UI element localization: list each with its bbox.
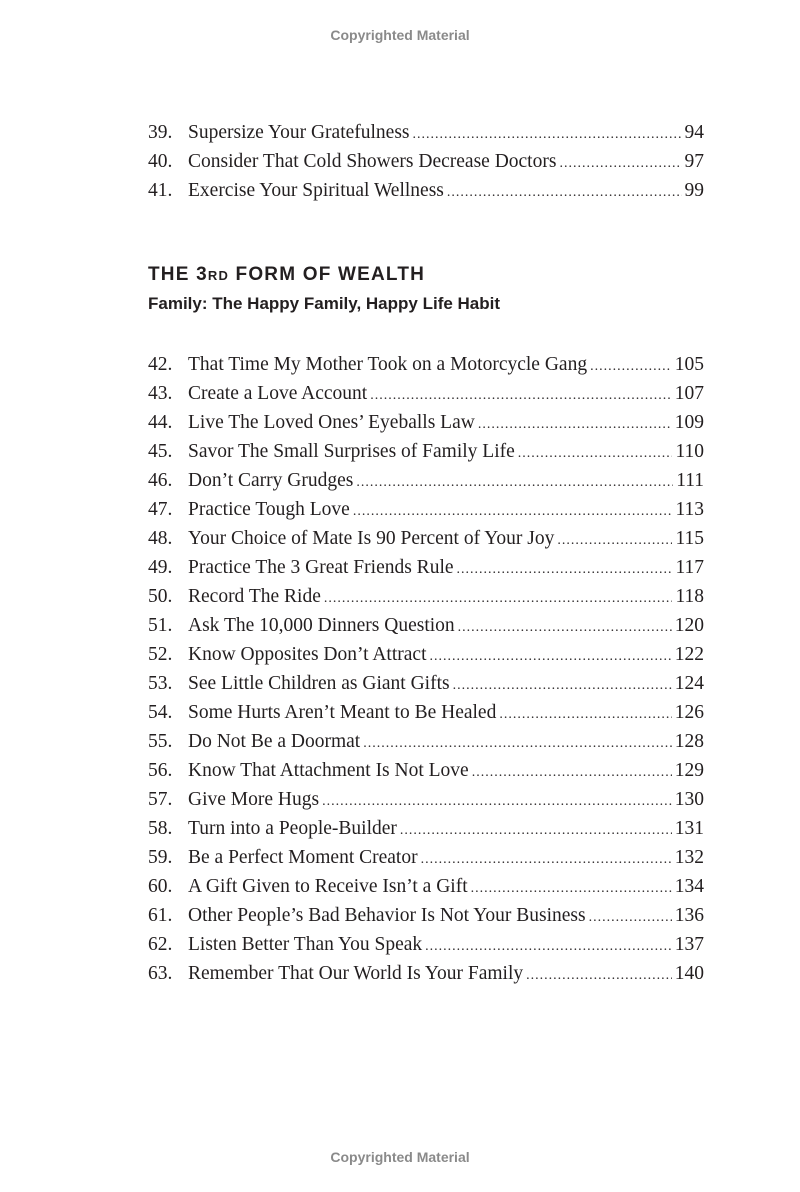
toc-entry[interactable] [148, 466, 704, 495]
entry-number: 52. [148, 644, 173, 665]
toc-entry[interactable] [148, 118, 704, 147]
dot-leader [559, 147, 681, 178]
dot-leader [458, 611, 672, 642]
toc-entry[interactable] [148, 350, 704, 379]
toc-entry[interactable] [148, 379, 704, 408]
entry-page: 120 [674, 615, 704, 636]
entry-title: Don’t Carry Grudges [188, 470, 354, 491]
entry-title: Give More Hugs [188, 789, 320, 810]
entry-page: 126 [674, 702, 704, 723]
entry-title: Practice Tough Love [188, 499, 350, 520]
entry-number: 58. [148, 818, 173, 839]
entry-title: See Little Children as Giant Gifts [188, 673, 450, 694]
entry-title: Be a Perfect Moment Creator [188, 847, 418, 868]
entry-title: Exercise Your Spiritual Wellness [188, 180, 444, 201]
entry-page: 109 [674, 412, 704, 433]
dot-leader [356, 466, 673, 497]
toc-entry[interactable] [148, 611, 704, 640]
copyright-watermark-top: Copyrighted Material [330, 27, 470, 43]
dot-leader [518, 437, 673, 468]
toc-entry[interactable] [148, 727, 704, 756]
entry-number: 39. [148, 122, 173, 143]
dot-leader [453, 669, 672, 700]
entry-title: Do Not Be a Doormat [188, 731, 361, 752]
entry-title: Other People’s Bad Behavior Is Not Your Business [188, 905, 586, 926]
heading-ordinal: RD [207, 268, 230, 283]
dot-leader [589, 901, 672, 932]
entry-page: 129 [674, 760, 704, 781]
dot-leader [472, 756, 672, 787]
section-subheading: Family: The Happy Family, Happy Life Habit [148, 294, 501, 313]
entry-page: 110 [675, 441, 704, 462]
entry-number: 62. [148, 934, 173, 955]
entry-title: Live The Loved Ones’ Eyeballs Law [188, 412, 475, 433]
dot-leader [425, 930, 672, 961]
entry-number: 56. [148, 760, 173, 781]
dot-leader [363, 727, 672, 758]
entry-page: 94 [684, 122, 704, 143]
entry-page: 140 [674, 963, 704, 984]
toc-entry[interactable] [148, 437, 704, 466]
toc-list-family [148, 350, 704, 988]
section-heading [148, 264, 425, 286]
toc-entry[interactable] [148, 147, 704, 176]
heading-text: THE 3 [148, 264, 208, 285]
entry-page: 134 [674, 876, 704, 897]
dot-leader [557, 524, 672, 555]
entry-page: 111 [676, 470, 704, 491]
entry-page: 97 [684, 151, 704, 172]
copyright-watermark-bottom: Copyrighted Material [330, 1149, 470, 1165]
entry-page: 122 [674, 644, 704, 665]
toc-entry[interactable] [148, 756, 704, 785]
dot-leader [430, 640, 672, 671]
toc-entry[interactable] [148, 698, 704, 727]
entry-number: 61. [148, 905, 173, 926]
entry-page: 136 [674, 905, 704, 926]
entry-page: 113 [675, 499, 704, 520]
toc-entry[interactable] [148, 582, 704, 611]
entry-number: 60. [148, 876, 173, 897]
toc-list-top [148, 118, 704, 205]
entry-number: 49. [148, 557, 173, 578]
toc-entry[interactable] [148, 408, 704, 437]
entry-page: 124 [674, 673, 704, 694]
entry-title: Your Choice of Mate Is 90 Percent of Your Joy [188, 528, 555, 549]
heading-text-end: FORM OF WEALTH [229, 264, 426, 285]
entry-title: Record The Ride [188, 586, 321, 607]
dot-leader [370, 379, 672, 410]
entry-number: 53. [148, 673, 173, 694]
entry-number: 43. [148, 383, 173, 404]
toc-entry[interactable] [148, 930, 704, 959]
entry-number: 46. [148, 470, 173, 491]
entry-number: 44. [148, 412, 173, 433]
entry-page: 105 [674, 354, 704, 375]
dot-leader [400, 814, 672, 845]
entry-title: That Time My Mother Took on a Motorcycle Gang [188, 354, 588, 375]
entry-title: Consider That Cold Showers Decrease Doctors [188, 151, 557, 172]
entry-title: Listen Better Than You Speak [188, 934, 423, 955]
toc-entry[interactable] [148, 176, 704, 205]
entry-page: 131 [674, 818, 704, 839]
entry-page: 128 [674, 731, 704, 752]
entry-number: 45. [148, 441, 173, 462]
toc-entry[interactable] [148, 901, 704, 930]
dot-leader [447, 176, 682, 207]
entry-title: Know Opposites Don’t Attract [188, 644, 427, 665]
toc-entry[interactable] [148, 959, 704, 988]
entry-page: 107 [674, 383, 704, 404]
entry-page: 118 [675, 586, 704, 607]
dot-leader [421, 843, 672, 874]
entry-number: 42. [148, 354, 173, 375]
entry-number: 50. [148, 586, 173, 607]
entry-title: A Gift Given to Receive Isn’t a Gift [188, 876, 468, 897]
toc-entry[interactable] [148, 785, 704, 814]
entry-title: Create a Love Account [188, 383, 368, 404]
dot-leader [457, 553, 673, 584]
dot-leader [471, 872, 672, 903]
entry-number: 54. [148, 702, 173, 723]
entry-number: 41. [148, 180, 173, 201]
entry-page: 115 [675, 528, 704, 549]
entry-page: 132 [674, 847, 704, 868]
toc-entry[interactable] [148, 640, 704, 669]
entry-number: 57. [148, 789, 173, 810]
dot-leader [324, 582, 673, 613]
entry-page: 99 [684, 180, 704, 201]
toc-entry[interactable] [148, 814, 704, 843]
entry-number: 63. [148, 963, 173, 984]
entry-title: Ask The 10,000 Dinners Question [188, 615, 455, 636]
entry-page: 117 [675, 557, 704, 578]
dot-leader [353, 495, 673, 526]
dot-leader [590, 350, 672, 381]
entry-number: 51. [148, 615, 173, 636]
entry-number: 59. [148, 847, 173, 868]
entry-title: Turn into a People-Builder [188, 818, 397, 839]
entry-number: 40. [148, 151, 173, 172]
entry-page: 130 [674, 789, 704, 810]
entry-title: Remember That Our World Is Your Family [188, 963, 524, 984]
dot-leader [322, 785, 672, 816]
entry-title: Some Hurts Aren’t Meant to Be Healed [188, 702, 497, 723]
toc-entry[interactable] [148, 872, 704, 901]
dot-leader [478, 408, 672, 439]
toc-entry[interactable] [148, 524, 704, 553]
entry-number: 48. [148, 528, 173, 549]
toc-entry[interactable] [148, 553, 704, 582]
dot-leader [526, 959, 672, 990]
toc-entry[interactable] [148, 669, 704, 698]
entry-number: 55. [148, 731, 173, 752]
entry-title: Supersize Your Gratefulness [188, 122, 410, 143]
toc-entry[interactable] [148, 843, 704, 872]
entry-title: Savor The Small Surprises of Family Life [188, 441, 515, 462]
entry-title: Know That Attachment Is Not Love [188, 760, 469, 781]
entry-page: 137 [674, 934, 704, 955]
entry-title: Practice The 3 Great Friends Rule [188, 557, 454, 578]
dot-leader [499, 698, 671, 729]
dot-leader [413, 118, 682, 149]
toc-entry[interactable] [148, 495, 704, 524]
entry-number: 47. [148, 499, 173, 520]
